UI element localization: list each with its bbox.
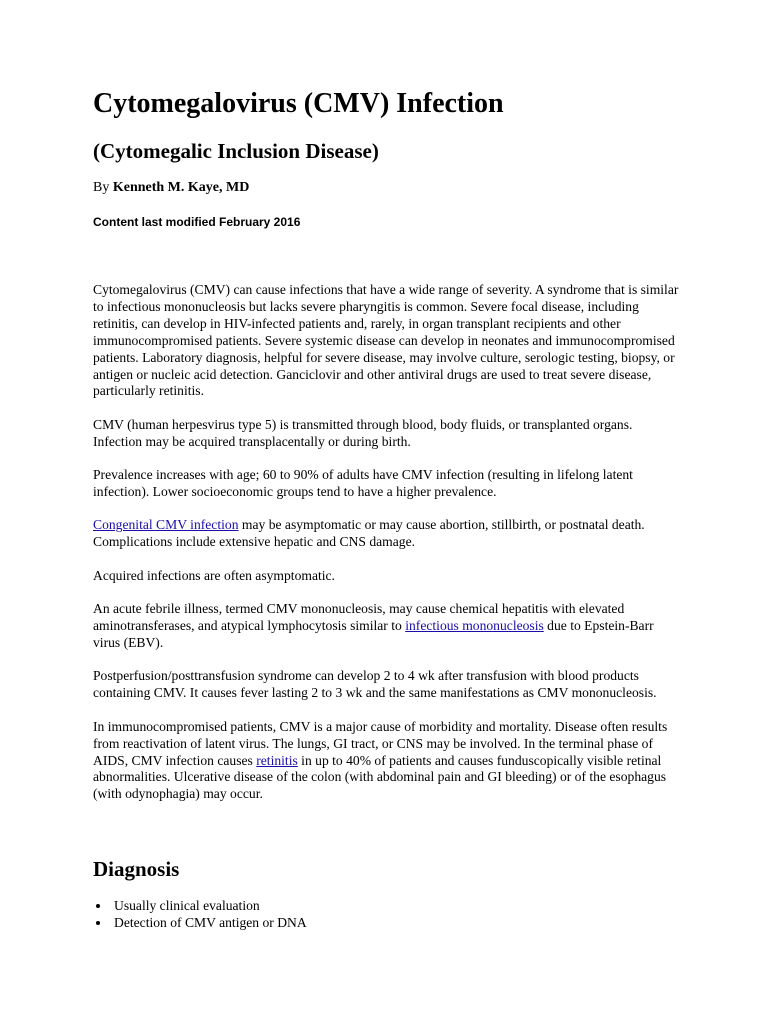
page-title: Cytomegalovirus (CMV) Infection	[93, 88, 504, 119]
byline-prefix: By	[93, 180, 113, 195]
infectious-mononucleosis-link[interactable]: infectious mononucleosis	[405, 618, 544, 634]
paragraph-prevalence: Prevalence increases with age; 60 to 90% of adults have CMV infection (resulting in lifelong latent infection). Lower socioeconomic groups tend to have a higher prevalence.	[93, 467, 633, 500]
paragraph-immunocompromised-text-after: in up to 40% of patients and causes funduscopically visible retinal abnormalities. Ulcerative disease of the colon (with abdominal pain and GI bleeding) or of the esophagus (with odynophagia) may occur.	[93, 752, 667, 802]
retinitis-link[interactable]: retinitis	[256, 752, 298, 768]
paragraph-immunocompromised	[93, 719, 683, 804]
list-item-text: Usually clinical evaluation	[114, 898, 260, 913]
bullet-icon	[96, 921, 100, 925]
diagnosis-list	[93, 897, 307, 931]
paragraph-congenital	[93, 517, 683, 551]
list-item-text: Detection of CMV antigen or DNA	[114, 915, 307, 930]
article-body	[93, 282, 683, 820]
paragraph-immunocompromised-text-before: In immunocompromised patients, CMV is a major cause of morbidity and mortality. Disease often results from reactivation of latent virus. The lungs, GI tract, or CNS may be involved. In the terminal phase of AIDS, CMV infection causes	[93, 718, 668, 768]
last-modified-date: Content last modified February 2016	[93, 215, 301, 229]
list-item	[93, 897, 307, 914]
paragraph-mononucleosis-text-before: An acute febrile illness, termed CMV mononucleosis, may cause chemical hepatitis with elevated aminotransferases, and atypical lymphocytosis similar to	[93, 601, 625, 634]
paragraph-posttransfusion: Postperfusion/posttransfusion syndrome can develop 2 to 4 wk after transfusion with blood products containing CMV. It causes fever lasting 2 to 3 wk and the same manifestations as CMV mononucleosis.	[93, 668, 657, 701]
bullet-icon	[96, 904, 100, 908]
section-heading-diagnosis: Diagnosis	[93, 857, 180, 881]
paragraph-acquired: Acquired infections are often asymptomatic.	[93, 567, 335, 583]
paragraph-transmission: CMV (human herpesvirus type 5) is transmitted through blood, body fluids, or transplanted organs. Infection may be acquired transplacentally or during birth.	[93, 416, 633, 449]
congenital-cmv-link[interactable]: Congenital CMV infection	[93, 517, 239, 533]
author-name: Kenneth M. Kaye, MD	[112, 180, 250, 195]
paragraph-mononucleosis	[93, 601, 683, 652]
list-item	[93, 914, 307, 931]
paragraph-overview: Cytomegalovirus (CMV) can cause infections that have a wide range of severity. A syndrome that is similar to infectious mononucleosis but lacks severe pharyngitis is common. Severe focal disease, including retinitis, can develop in HIV-infected patients and, rarely, in organ transplant recipients and other immunocompromised patients. Severe systemic disease can develop in neonates and immunocompromised patients. Laboratory diagnosis, helpful for severe disease, may involve culture, serologic testing, biopsy, or antigen or nucleic acid detection. Ganciclovir and other antiviral drugs are used to treat severe disease, particularly retinitis.	[93, 282, 679, 399]
paragraph-mononucleosis-text-after: due to Epstein-Barr virus (EBV).	[93, 618, 654, 650]
paragraph-congenital-text: may be asymptomatic or may cause abortion, stillbirth, or postnatal death. Complications include extensive hepatic and CNS damage.	[93, 517, 645, 550]
page-subtitle: (Cytomegalic Inclusion Disease)	[93, 139, 379, 163]
byline	[93, 178, 249, 198]
